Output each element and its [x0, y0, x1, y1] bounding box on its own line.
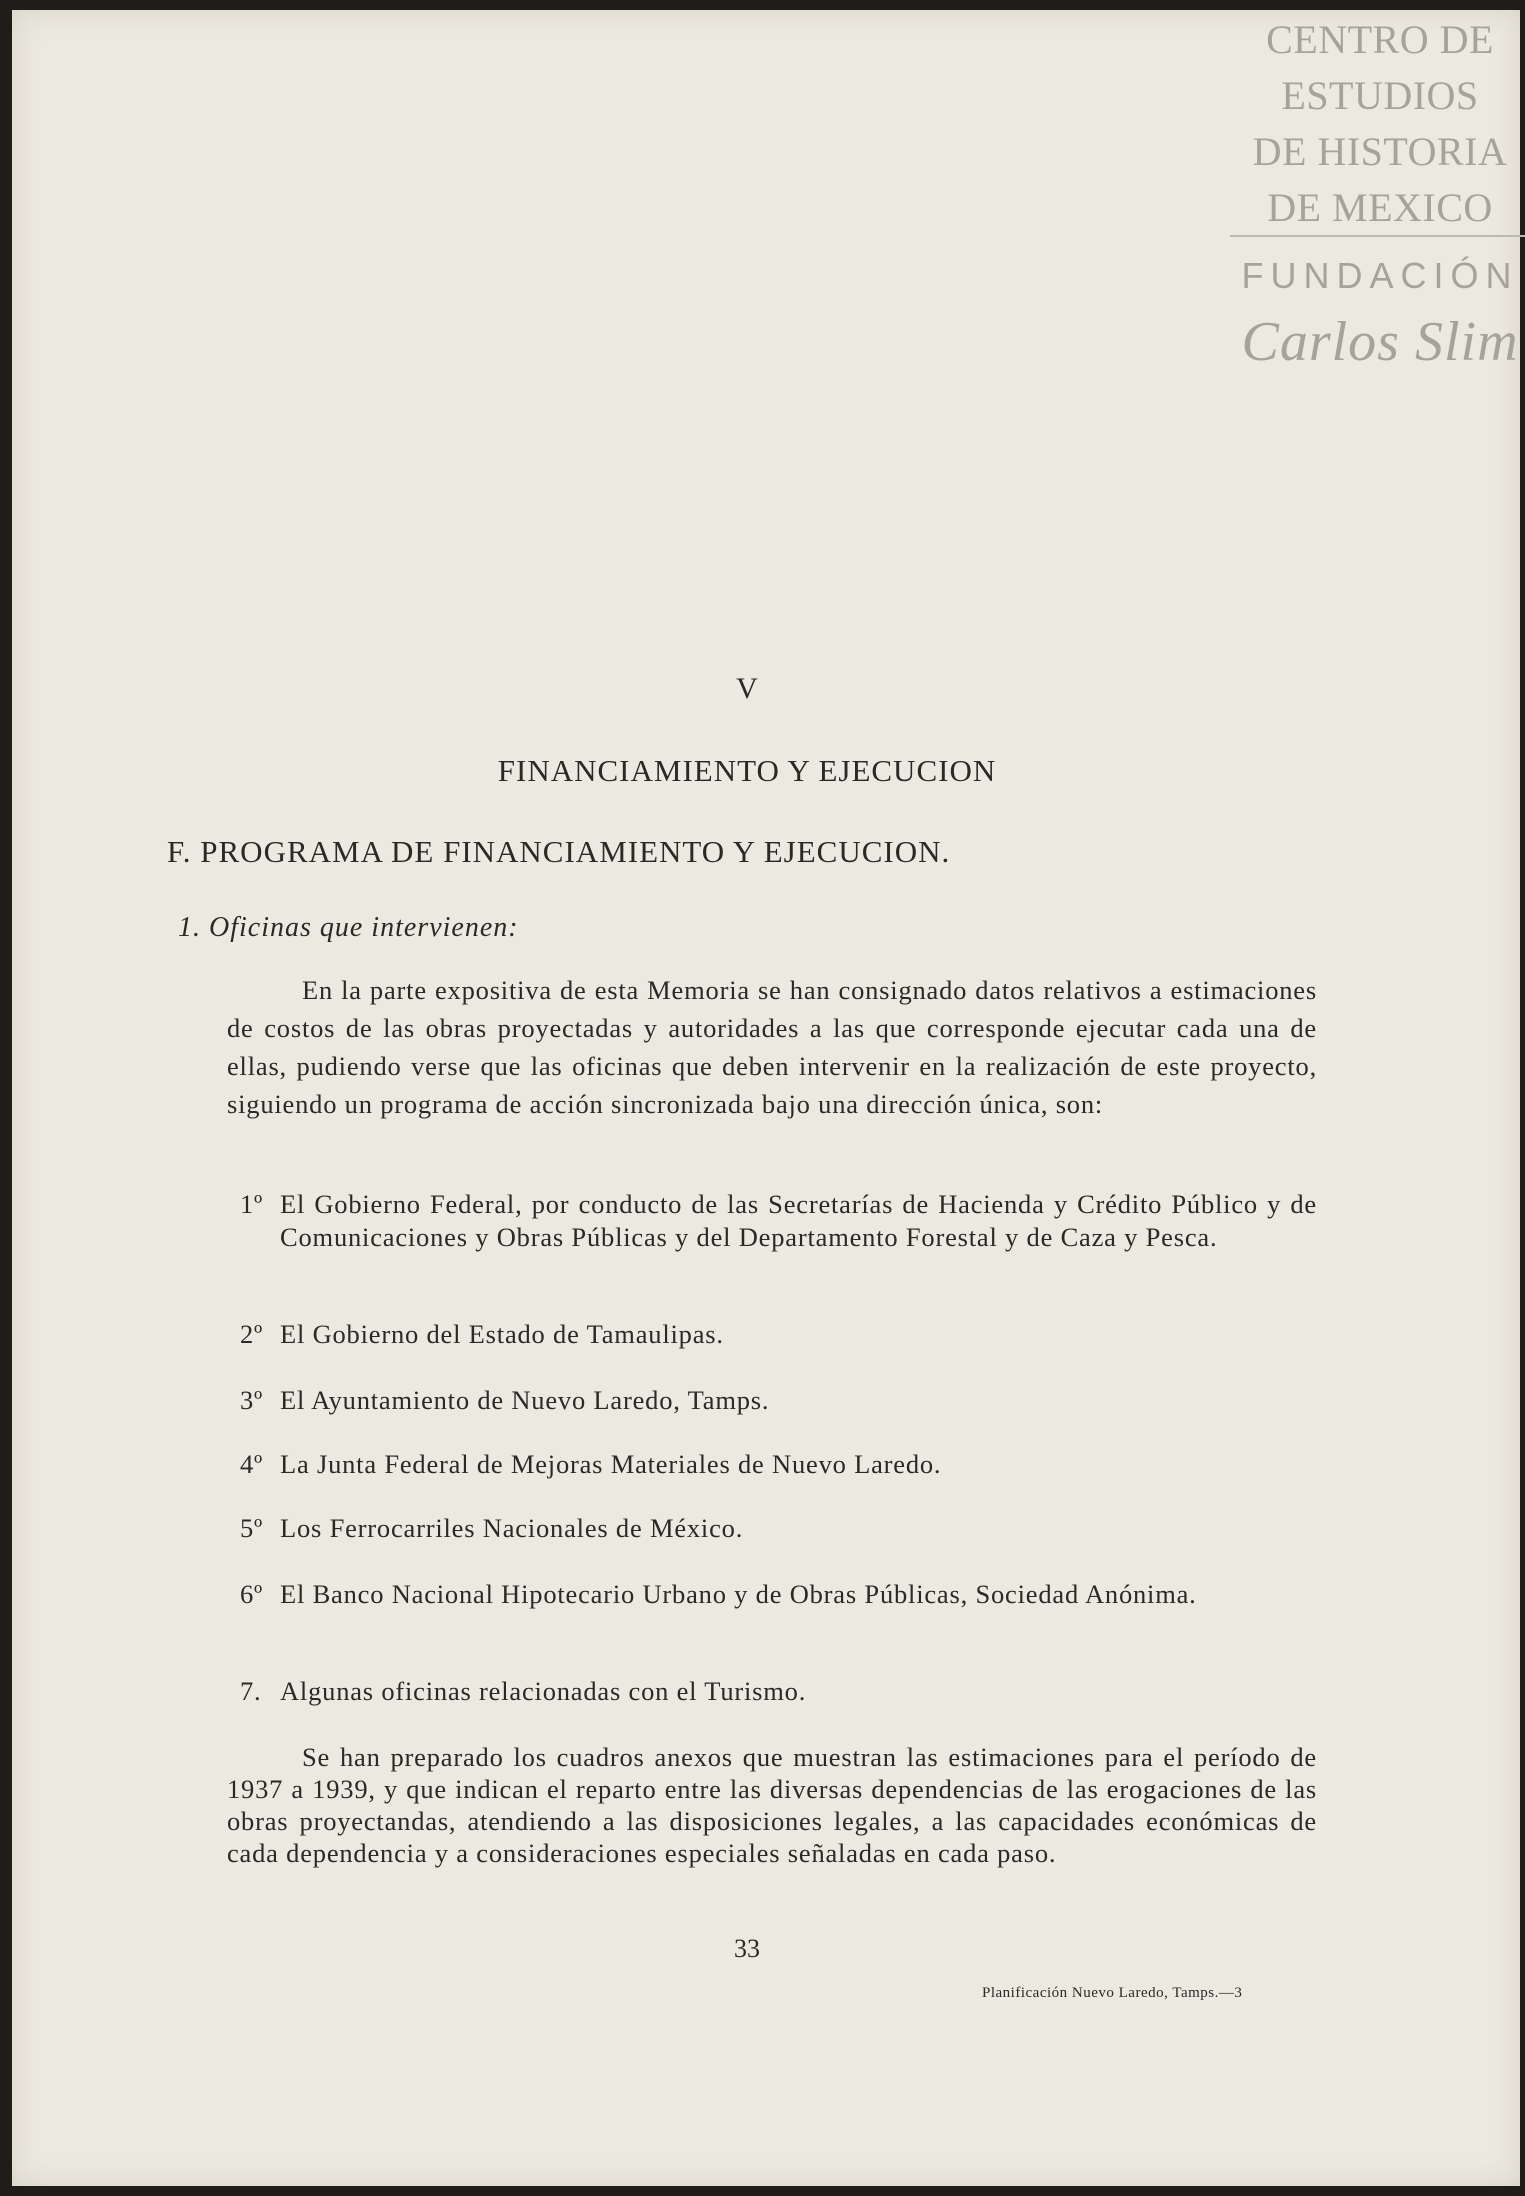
list-item-number: 6º: [240, 1579, 264, 1609]
list-item-number: 7.: [240, 1676, 262, 1706]
chapter-number: V: [736, 672, 758, 705]
list-item-number: 1º: [240, 1189, 264, 1219]
watermark-line: ESTUDIOS: [1281, 73, 1479, 118]
list-item-number: 3º: [240, 1385, 264, 1415]
list-item: [240, 1318, 1317, 1351]
list-item: [240, 1578, 1317, 1611]
closing-paragraph: Se han preparado los cuadros anexos que muestran las estimaciones para el período de 1937 a 1939, y que indican el reparto entre las diversas dependencias de las erogaciones de las obras proyectandas, atendiendo a las disposiciones legales, a las capacidades económicas de cada dependencia y a consideraciones especiales señaladas en cada paso.: [227, 1742, 1317, 1868]
document-page: [12, 10, 1520, 2186]
watermark-line: CENTRO DE: [1266, 17, 1494, 62]
chapter-title: FINANCIAMIENTO Y EJECUCION: [497, 753, 997, 788]
watermark-divider: [1230, 235, 1525, 237]
watermark-foundation: FUNDACIÓN: [1241, 255, 1519, 296]
watermark-signature: Carlos Slim: [1241, 311, 1519, 373]
list-item: [240, 1512, 1317, 1545]
list-item-text: La Junta Federal de Mejoras Materiales de Nuevo Laredo.: [280, 1449, 942, 1479]
list-item-number: 2º: [240, 1319, 264, 1349]
list-item-number: 5º: [240, 1513, 264, 1543]
list-item: [240, 1448, 1317, 1481]
list-item: [240, 1384, 1317, 1417]
list-item-text: Algunas oficinas relacionadas con el Turismo.: [280, 1676, 807, 1706]
page-number: 33: [734, 1934, 760, 1963]
list-item-text: El Ayuntamiento de Nuevo Laredo, Tamps.: [280, 1385, 770, 1415]
watermark-line: DE MEXICO: [1267, 185, 1493, 230]
list-item-text: El Gobierno Federal, por conducto de las Secretarías de Hacienda y Crédito Público y de Comunicaciones y Obras Públicas y del Departamento Forestal y de Caza y Pesca.: [280, 1189, 1317, 1252]
list-item-text: Los Ferrocarriles Nacionales de México.: [280, 1513, 744, 1543]
watermark-line: DE HISTORIA: [1252, 129, 1508, 174]
list-item-text: El Banco Nacional Hipotecario Urbano y de Obras Públicas, Sociedad Anónima.: [280, 1579, 1197, 1609]
list-item: [240, 1675, 1317, 1708]
list-item-number: 4º: [240, 1449, 264, 1479]
subsection-title: 1. Oficinas que intervienen:: [178, 912, 519, 943]
list-item: [240, 1188, 1317, 1254]
section-title: F. PROGRAMA DE FINANCIAMIENTO Y EJECUCION.: [167, 834, 951, 869]
footer-note: Planificación Nuevo Laredo, Tamps.—3: [982, 1985, 1243, 2001]
intro-paragraph: En la parte expositiva de esta Memoria se han consignado datos relativos a estimaciones de costos de las obras proyectadas y autoridades a las que corresponde ejecutar cada una de ellas, pudiendo verse que las oficinas que deben intervenir en la realización de este proyecto, siguiendo un programa de acción sincronizada bajo una dirección única, son:: [227, 975, 1317, 1119]
watermark: [1230, 10, 1525, 390]
list-item-text: El Gobierno del Estado de Tamaulipas.: [280, 1319, 724, 1349]
